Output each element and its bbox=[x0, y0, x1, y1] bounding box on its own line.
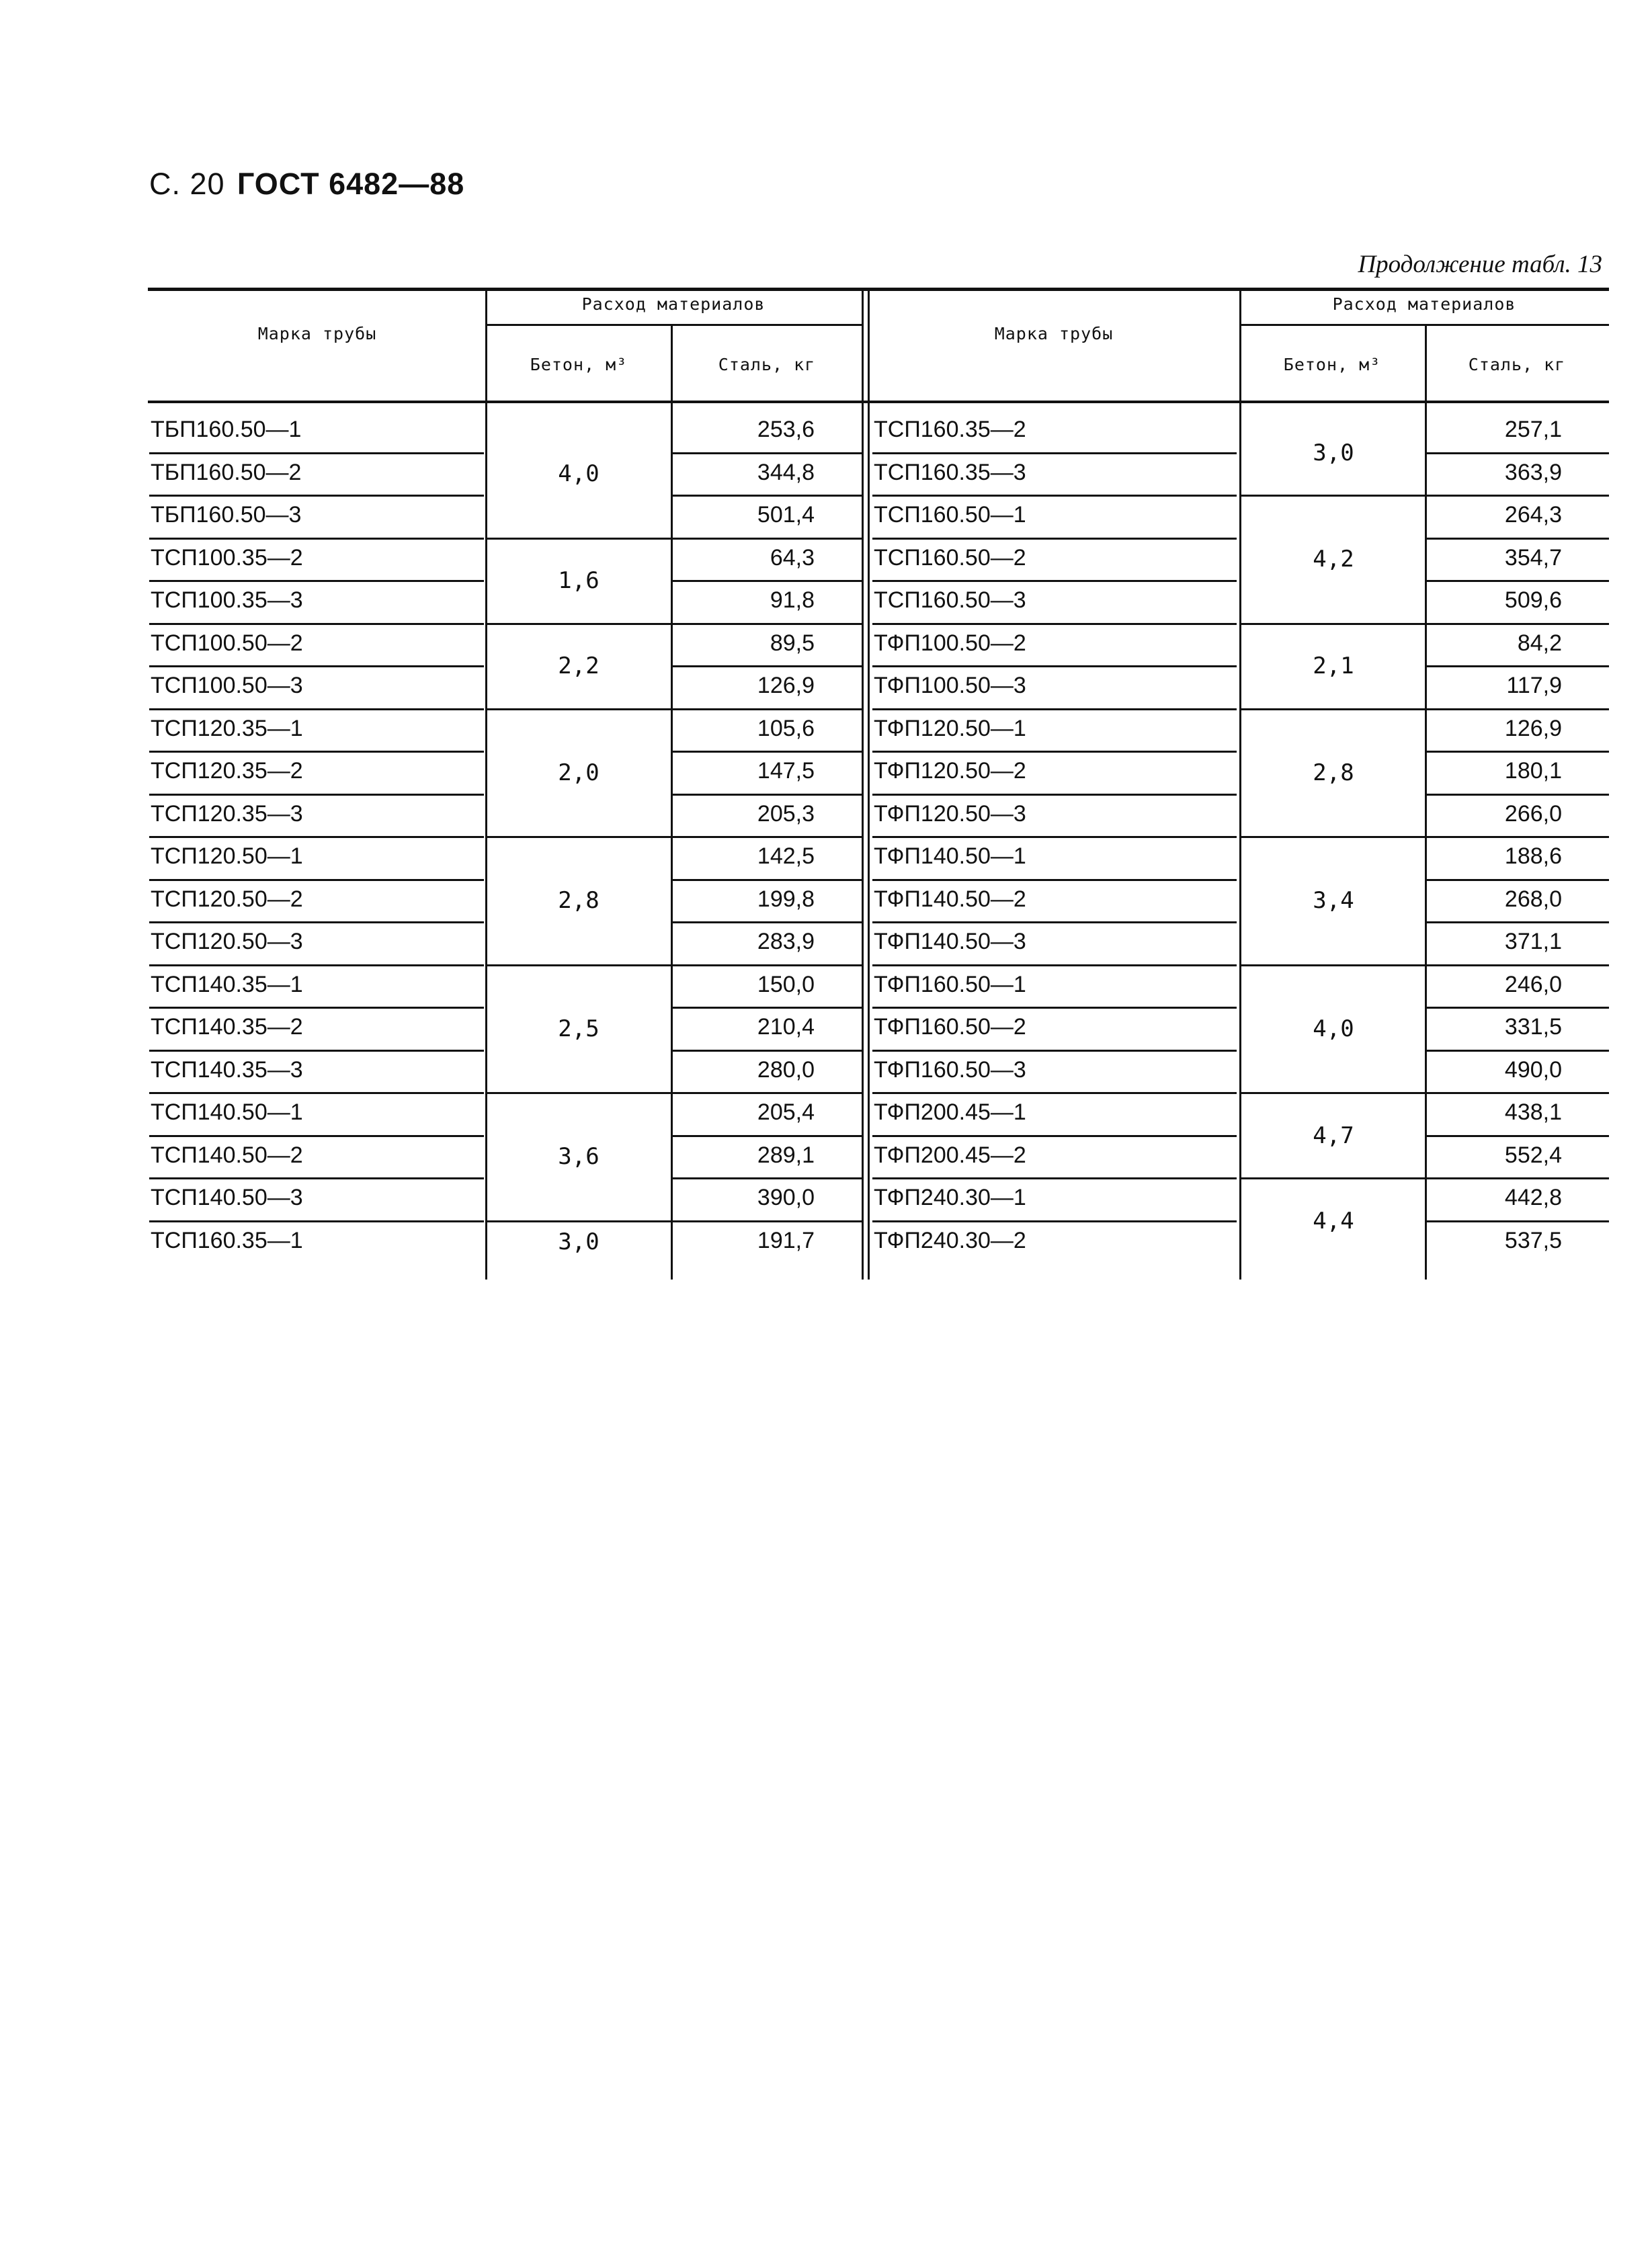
left-steel-cell: 390,0 bbox=[757, 1185, 815, 1210]
left-mark-row-rule bbox=[149, 751, 484, 753]
right-beton-cell: 4,2 bbox=[1313, 546, 1354, 573]
right-steel-row-rule bbox=[1426, 921, 1609, 923]
right-mark-cell: ТФП160.50—3 bbox=[874, 1056, 1026, 1083]
right-steel-row-rule bbox=[1426, 794, 1609, 796]
right-beton-group-rule bbox=[1241, 1177, 1426, 1179]
left-mark-cell: ТСП100.35—2 bbox=[151, 544, 303, 571]
right-beton-cell: 3,4 bbox=[1313, 887, 1354, 915]
left-mark-row-rule bbox=[149, 1177, 484, 1179]
left-mark-cell: ТСП120.50—2 bbox=[151, 886, 303, 912]
right-mark-row-rule bbox=[872, 794, 1237, 796]
header-steel-left: Сталь, кг bbox=[718, 355, 816, 374]
right-steel-cell: 180,1 bbox=[1504, 758, 1562, 784]
left-mark-row-rule bbox=[149, 964, 484, 966]
right-mark-row-rule bbox=[872, 1220, 1237, 1222]
right-steel-row-rule bbox=[1426, 580, 1609, 582]
right-steel-cell: 371,1 bbox=[1504, 929, 1562, 954]
left-steel-row-rule bbox=[672, 751, 862, 753]
left-steel-cell: 126,9 bbox=[757, 673, 815, 698]
left-mark-cell: ТСП160.35—1 bbox=[151, 1227, 303, 1253]
left-mark-cell: ТСП140.50—2 bbox=[151, 1142, 303, 1168]
right-steel-row-rule bbox=[1426, 623, 1609, 625]
right-mark-cell: ТФП120.50—2 bbox=[874, 758, 1026, 784]
left-mark-row-rule bbox=[149, 1007, 484, 1009]
left-beton-cell: 3,6 bbox=[558, 1143, 600, 1171]
right-mark-cell: ТФП140.50—2 bbox=[874, 886, 1026, 912]
left-beton-group-rule bbox=[485, 836, 672, 838]
table-top-rule bbox=[148, 288, 1609, 291]
left-steel-cell: 210,4 bbox=[757, 1014, 815, 1040]
page-number: С. 20 bbox=[149, 167, 225, 201]
right-beton-group-rule bbox=[1241, 623, 1426, 625]
right-mark-cell: ТСП160.50—3 bbox=[874, 587, 1026, 613]
right-mark-row-rule bbox=[872, 538, 1237, 540]
header-bottom-rule bbox=[148, 401, 1609, 403]
right-mark-cell: ТФП200.45—1 bbox=[874, 1099, 1026, 1125]
left-steel-cell: 289,1 bbox=[757, 1142, 815, 1168]
left-beton-cell: 3,0 bbox=[558, 1228, 600, 1256]
right-mark-cell: ТФП160.50—1 bbox=[874, 971, 1026, 997]
left-mark-row-rule bbox=[149, 452, 484, 454]
right-mark-cell: ТСП160.50—1 bbox=[874, 502, 1026, 528]
right-beton-cell: 4,4 bbox=[1313, 1207, 1354, 1234]
right-mark-row-rule bbox=[872, 836, 1237, 838]
left-steel-row-rule bbox=[672, 1050, 862, 1052]
right-steel-cell: 438,1 bbox=[1504, 1099, 1562, 1125]
left-steel-cell: 150,0 bbox=[757, 971, 815, 997]
left-mark-row-rule bbox=[149, 1050, 484, 1052]
left-steel-row-rule bbox=[672, 794, 862, 796]
left-steel-cell: 105,6 bbox=[757, 715, 815, 741]
left-mark-row-rule bbox=[149, 665, 484, 667]
right-steel-cell: 354,7 bbox=[1504, 544, 1562, 571]
left-beton-group-rule bbox=[485, 623, 672, 625]
left-steel-row-rule bbox=[672, 921, 862, 923]
right-steel-row-rule bbox=[1426, 538, 1609, 540]
left-steel-cell: 283,9 bbox=[757, 929, 815, 954]
right-beton-group-rule bbox=[1241, 495, 1426, 497]
left-beton-cell: 2,8 bbox=[558, 887, 600, 915]
right-mark-cell: ТФП140.50—1 bbox=[874, 843, 1026, 869]
standard-designation: ГОСТ 6482—88 bbox=[237, 167, 465, 201]
right-mark-row-rule bbox=[872, 580, 1237, 582]
right-steel-cell: 363,9 bbox=[1504, 459, 1562, 485]
header-mark-right: Марка трубы bbox=[994, 324, 1114, 343]
right-beton-group-rule bbox=[1241, 964, 1426, 966]
left-beton-group-rule bbox=[485, 1092, 672, 1094]
left-steel-row-rule bbox=[672, 665, 862, 667]
left-mark-row-rule bbox=[149, 794, 484, 796]
left-mark-cell: ТСП140.35—2 bbox=[151, 1014, 303, 1040]
right-mark-row-rule bbox=[872, 751, 1237, 753]
left-steel-row-rule bbox=[672, 708, 862, 710]
right-steel-cell: 126,9 bbox=[1504, 715, 1562, 741]
left-mark-cell: ТБП160.50—1 bbox=[151, 417, 302, 442]
right-mark-cell: ТФП200.45—2 bbox=[874, 1142, 1026, 1168]
right-steel-row-rule bbox=[1426, 836, 1609, 838]
right-mark-row-rule bbox=[872, 452, 1237, 454]
left-mark-row-rule bbox=[149, 1092, 484, 1094]
left-beton-cell: 1,6 bbox=[558, 567, 600, 594]
right-steel-cell: 266,0 bbox=[1504, 800, 1562, 827]
right-mark-cell: ТФП140.50—3 bbox=[874, 929, 1026, 954]
left-beton-group-rule bbox=[485, 964, 672, 966]
left-mark-cell: ТСП100.50—2 bbox=[151, 630, 303, 656]
right-steel-cell: 331,5 bbox=[1504, 1014, 1562, 1040]
left-steel-row-rule bbox=[672, 452, 862, 454]
right-mark-row-rule bbox=[872, 665, 1237, 667]
left-steel-row-rule bbox=[672, 623, 862, 625]
left-mark-cell: ТСП140.50—1 bbox=[151, 1099, 303, 1125]
right-steel-cell: 188,6 bbox=[1504, 843, 1562, 869]
left-steel-row-rule bbox=[672, 580, 862, 582]
left-mark-row-rule bbox=[149, 921, 484, 923]
right-steel-cell: 552,4 bbox=[1504, 1142, 1562, 1168]
header-group-rule-left bbox=[485, 324, 862, 326]
right-mark-row-rule bbox=[872, 921, 1237, 923]
header-group-left: Расход материалов bbox=[581, 294, 766, 314]
left-steel-cell: 253,6 bbox=[757, 417, 815, 442]
left-beton-group-rule bbox=[485, 538, 672, 540]
right-steel-row-rule bbox=[1426, 751, 1609, 753]
left-steel-row-rule bbox=[672, 964, 862, 966]
right-steel-cell: 490,0 bbox=[1504, 1056, 1562, 1083]
left-mark-cell: ТСП100.35—3 bbox=[151, 587, 303, 613]
right-steel-row-rule bbox=[1426, 879, 1609, 881]
right-mark-row-rule bbox=[872, 1050, 1237, 1052]
left-mark-row-rule bbox=[149, 1220, 484, 1222]
right-steel-cell: 264,3 bbox=[1504, 502, 1562, 528]
right-mark-row-rule bbox=[872, 623, 1237, 625]
right-steel-cell: 268,0 bbox=[1504, 886, 1562, 912]
right-steel-row-rule bbox=[1426, 495, 1609, 497]
right-mark-cell: ТСП160.50—2 bbox=[874, 544, 1026, 571]
right-mark-row-rule bbox=[872, 964, 1237, 966]
right-beton-cell: 3,0 bbox=[1313, 439, 1354, 466]
header-beton-left: Бетон, м³ bbox=[530, 355, 628, 374]
left-mark-row-rule bbox=[149, 836, 484, 838]
left-steel-row-rule bbox=[672, 836, 862, 838]
left-steel-cell: 501,4 bbox=[757, 502, 815, 528]
left-steel-cell: 91,8 bbox=[770, 587, 815, 613]
left-mark-cell: ТСП120.35—1 bbox=[151, 715, 303, 741]
header-mark-left: Марка трубы bbox=[257, 324, 377, 343]
right-beton-group-rule bbox=[1241, 708, 1426, 710]
left-mark-cell: ТСП140.35—1 bbox=[151, 971, 303, 997]
left-beton-group-rule bbox=[485, 1220, 672, 1222]
right-steel-row-rule bbox=[1426, 1177, 1609, 1179]
left-steel-cell: 280,0 bbox=[757, 1056, 815, 1083]
right-steel-row-rule bbox=[1426, 665, 1609, 667]
right-steel-cell: 246,0 bbox=[1504, 971, 1562, 997]
header-group-right: Расход материалов bbox=[1332, 294, 1516, 314]
left-mark-cell: ТСП100.50—3 bbox=[151, 673, 303, 698]
left-steel-row-rule bbox=[672, 1135, 862, 1137]
right-mark-cell: ТФП120.50—1 bbox=[874, 715, 1026, 741]
right-mark-row-rule bbox=[872, 708, 1237, 710]
right-steel-row-rule bbox=[1426, 1050, 1609, 1052]
right-steel-row-rule bbox=[1426, 1007, 1609, 1009]
left-mark-cell: ТСП120.35—2 bbox=[151, 758, 303, 784]
right-mark-row-rule bbox=[872, 879, 1237, 881]
right-mark-row-rule bbox=[872, 495, 1237, 497]
left-steel-cell: 142,5 bbox=[757, 843, 815, 869]
right-steel-cell: 117,9 bbox=[1506, 673, 1562, 698]
left-steel-row-rule bbox=[672, 1177, 862, 1179]
left-mark-cell: ТСП120.35—3 bbox=[151, 800, 303, 827]
right-mark-cell: ТСП160.35—2 bbox=[874, 417, 1026, 442]
left-mark-row-rule bbox=[149, 580, 484, 582]
left-mark-cell: ТСП120.50—1 bbox=[151, 843, 303, 869]
left-steel-row-rule bbox=[672, 538, 862, 540]
left-mark-row-rule bbox=[149, 623, 484, 625]
right-steel-row-rule bbox=[1426, 708, 1609, 710]
left-beton-cell: 2,2 bbox=[558, 653, 600, 679]
left-steel-cell: 191,7 bbox=[757, 1227, 815, 1253]
vrule-mid-1 bbox=[862, 289, 864, 1280]
left-mark-cell: ТБП160.50—3 bbox=[151, 502, 302, 528]
left-beton-cell: 4,0 bbox=[558, 460, 600, 488]
left-steel-cell: 205,4 bbox=[757, 1099, 815, 1125]
right-beton-cell: 4,0 bbox=[1313, 1015, 1354, 1042]
left-steel-cell: 89,5 bbox=[770, 630, 815, 656]
left-mark-cell: ТБП160.50—2 bbox=[151, 459, 302, 485]
left-steel-row-rule bbox=[672, 1092, 862, 1094]
left-steel-row-rule bbox=[672, 1007, 862, 1009]
right-beton-cell: 4,7 bbox=[1313, 1122, 1354, 1149]
right-mark-cell: ТФП100.50—2 bbox=[874, 630, 1026, 656]
right-beton-group-rule bbox=[1241, 836, 1426, 838]
left-steel-cell: 64,3 bbox=[770, 544, 815, 571]
table-continuation-caption: Продолжение табл. 13 bbox=[1358, 251, 1602, 278]
right-mark-cell: ТФП240.30—2 bbox=[874, 1227, 1026, 1253]
right-mark-row-rule bbox=[872, 1135, 1237, 1137]
right-mark-row-rule bbox=[872, 1007, 1237, 1009]
left-mark-row-rule bbox=[149, 879, 484, 881]
left-mark-cell: ТСП120.50—3 bbox=[151, 929, 303, 954]
right-steel-cell: 257,1 bbox=[1504, 417, 1562, 442]
left-steel-row-rule bbox=[672, 879, 862, 881]
right-mark-cell: ТФП120.50—3 bbox=[874, 800, 1026, 827]
right-steel-row-rule bbox=[1426, 964, 1609, 966]
left-mark-cell: ТСП140.35—3 bbox=[151, 1056, 303, 1083]
right-steel-cell: 509,6 bbox=[1504, 587, 1562, 613]
left-mark-row-rule bbox=[149, 538, 484, 540]
left-steel-cell: 147,5 bbox=[757, 758, 815, 784]
right-steel-row-rule bbox=[1426, 1135, 1609, 1137]
left-mark-row-rule bbox=[149, 1135, 484, 1137]
right-mark-row-rule bbox=[872, 1177, 1237, 1179]
left-steel-cell: 199,8 bbox=[757, 886, 815, 912]
right-mark-cell: ТСП160.35—3 bbox=[874, 459, 1026, 485]
left-mark-cell: ТСП140.50—3 bbox=[151, 1185, 303, 1210]
right-beton-cell: 2,1 bbox=[1313, 653, 1354, 679]
right-mark-cell: ТФП100.50—3 bbox=[874, 673, 1026, 698]
right-steel-cell: 537,5 bbox=[1504, 1227, 1562, 1253]
left-mark-row-rule bbox=[149, 495, 484, 497]
right-steel-row-rule bbox=[1426, 1220, 1609, 1222]
left-beton-cell: 2,0 bbox=[558, 759, 600, 786]
right-steel-row-rule bbox=[1426, 452, 1609, 454]
vrule-mid-2 bbox=[868, 289, 870, 1280]
right-beton-group-rule bbox=[1241, 1092, 1426, 1094]
right-mark-row-rule bbox=[872, 1092, 1237, 1094]
left-steel-row-rule bbox=[672, 495, 862, 497]
left-steel-cell: 205,3 bbox=[757, 800, 815, 827]
left-steel-cell: 344,8 bbox=[757, 459, 815, 485]
header-beton-right: Бетон, м³ bbox=[1283, 355, 1381, 374]
right-steel-row-rule bbox=[1426, 1092, 1609, 1094]
right-mark-cell: ТФП240.30—1 bbox=[874, 1185, 1026, 1210]
left-steel-row-rule bbox=[672, 1220, 862, 1222]
right-steel-cell: 442,8 bbox=[1504, 1185, 1562, 1210]
header-steel-right: Сталь, кг bbox=[1468, 355, 1566, 374]
left-beton-group-rule bbox=[485, 708, 672, 710]
right-beton-cell: 2,8 bbox=[1313, 759, 1354, 786]
right-mark-cell: ТФП160.50—2 bbox=[874, 1014, 1026, 1040]
left-beton-cell: 2,5 bbox=[558, 1015, 600, 1042]
right-steel-cell: 84,2 bbox=[1517, 630, 1562, 656]
left-mark-row-rule bbox=[149, 708, 484, 710]
